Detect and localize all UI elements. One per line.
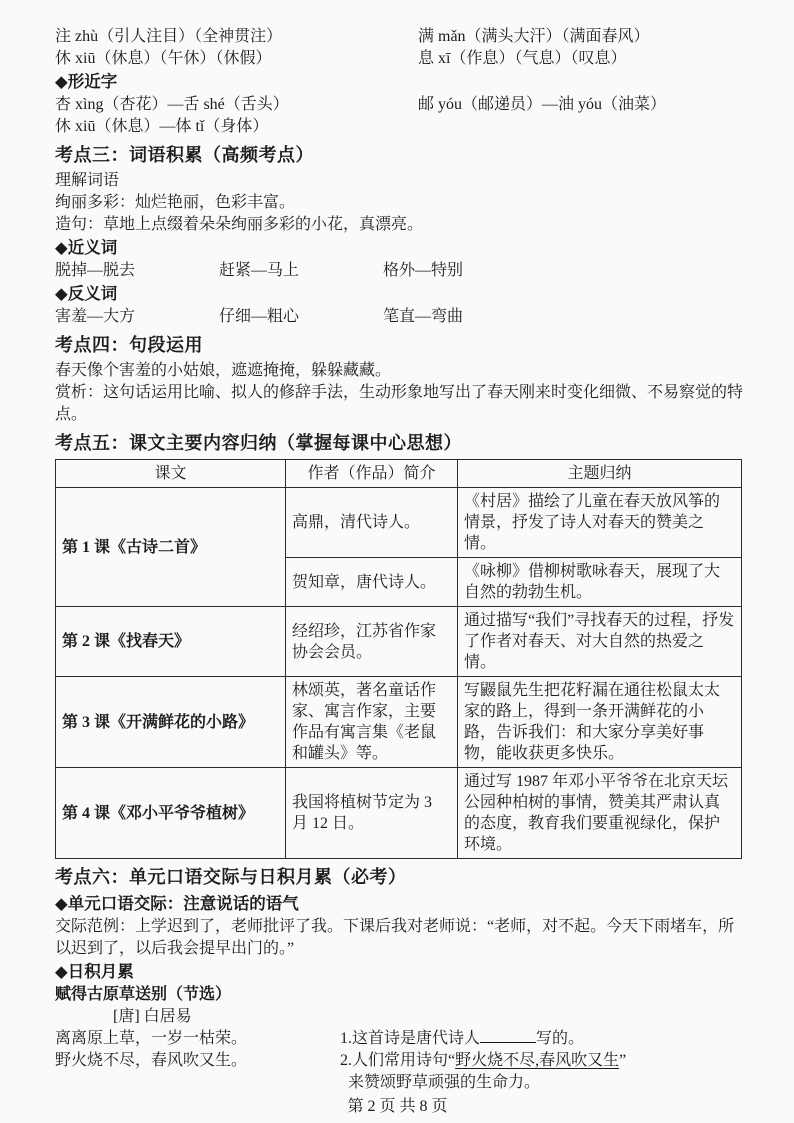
question-2-quoted-verse: 野火烧不尽,春风吹又生 [455,1052,620,1069]
poem-author: [唐] 白居易 [113,1008,192,1025]
table-row [56,607,742,677]
author-cell: 贺知章，唐代诗人。 [286,558,458,607]
xingjinzi-left: 休 xiū（休息）—体 tǐ（身体） [55,118,269,135]
synonyms-heading: ◆近义词 [55,239,118,257]
xingjinzi-heading: ◆形近字 [55,73,118,91]
lesson-cell: 第 2 课《找春天》 [56,607,286,677]
synonym-pair: 赶紧—马上 [219,262,300,279]
antonym-pair: 仔细—粗心 [219,308,300,325]
synonym-pair: 格外—特别 [383,262,464,279]
poem-column [55,1028,340,1094]
question-2-text: 2.人们常用诗句“ [340,1052,456,1069]
pinyin-word-row [55,26,740,48]
table-header-row [56,460,742,488]
antonyms-heading: ◆反义词 [55,285,118,303]
page-number-footer: 第 2 页 共 8 页 [347,1098,448,1115]
xingjinzi-left: 杏 xìng（杏花）—舌 shé（舌头） [55,96,289,113]
table-row [56,677,742,768]
theme-cell: 写鼹鼠先生把花籽漏在通往松鼠太太家的路上，得到一条开满鲜花的小路，告诉我们：和大家分享美好事物，能收获更多快乐。 [458,677,742,768]
understand-words-label: 理解词语 [55,172,120,189]
theme-cell: 通过写 1987 年邓小平爷爷在北京天坛公园种柏树的事情，赞美其严肃认真的态度，教育我们要重视绿化，保护环境。 [458,768,742,859]
author-cell: 经绍珍，江苏省作家协会会员。 [286,607,458,677]
column-header-lesson: 课文 [56,460,286,488]
pinyin-word-row [55,48,740,70]
questions-column [340,1028,740,1094]
kaodian4-heading: 考点四：句段运用 [55,335,203,355]
answer-blank [480,1028,536,1043]
synonym-pair: 脱掉—脱去 [55,262,136,279]
question-2 [340,1050,740,1072]
theme-cell: 《村居》描绘了儿童在春天放风筝的情景，抒发了诗人对春天的赞美之情。 [458,488,742,558]
kaodian3-heading: 考点三：词语积累（高频考点） [55,145,314,165]
oral-communication-example: 交际范例：上学迟到了，老师批评了我。下课后我对老师说：“老师，对不起。今天下雨堵车，所以迟到了，以后我会提早出门的。” [55,918,735,957]
antonym-pair: 害羞—大方 [55,308,136,325]
antonym-pair: 笔直—弯曲 [383,308,464,325]
xingjinzi-right: 邮 yóu（邮递员）—油 yóu（油菜） [418,96,667,113]
pinyin-word-right: 满 mǎn（满头大汗）（满面春风） [418,28,650,45]
example-sentence: 春天像个害羞的小姑娘，遮遮掩掩，躲躲藏藏。 [55,362,392,379]
question-2-continuation: 来赞颂野草顽强的生命力。 [348,1074,541,1091]
question-2-suffix: ” [619,1052,627,1069]
analysis-text: 赏析：这句话运用比喻、拟人的修辞手法，生动形象地写出了春天刚来时变化细微、不易察觉的特点。 [55,384,744,423]
synonyms-row [55,260,740,282]
poem-and-questions [55,1028,740,1094]
pinyin-word-left: 休 xiū（休息）（午休）（休假） [55,50,272,67]
table-row [56,488,742,558]
sentence-example-line: 造句：草地上点缀着朵朵绚丽多彩的小花，真漂亮。 [55,216,424,233]
lesson-cell: 第 1 课《古诗二首》 [56,488,286,607]
column-header-author: 作者（作品）简介 [286,460,458,488]
lesson-cell: 第 3 课《开满鲜花的小路》 [56,677,286,768]
xingjinzi-row [55,94,740,116]
lesson-summary-table [55,459,742,859]
accumulation-heading: ◆日积月累 [55,963,134,981]
poem-line: 野火烧不尽，春风吹又生。 [55,1052,248,1069]
kaodian5-heading: 考点五：课文主要内容归纳（掌握每课中心思想） [55,433,462,453]
lesson-cell: 第 4 课《邓小平爷爷植树》 [56,768,286,859]
author-cell: 我国将植树节定为 3 月 12 日。 [286,768,458,859]
word-meaning-line: 绚丽多彩：灿烂艳丽，色彩丰富。 [55,194,296,211]
oral-communication-heading: ◆单元口语交际：注意说话的语气 [55,895,299,913]
pinyin-word-left: 注 zhù（引人注目）（全神贯注） [55,28,283,45]
poem-title: 赋得古原草送别（节选） [55,986,232,1003]
author-cell: 高鼎，清代诗人。 [286,488,458,558]
poem-line: 离离原上草，一岁一枯荣。 [55,1030,248,1047]
column-header-theme: 主题归纳 [458,460,742,488]
kaodian6-heading: 考点六：单元口语交际与日积月累（必考） [55,867,407,887]
theme-cell: 通过描写“我们”寻找春天的过程，抒发了作者对春天、对大自然的热爱之情。 [458,607,742,677]
table-row [56,768,742,859]
question-1-suffix: 写的。 [536,1030,585,1047]
xingjinzi-row [55,116,740,138]
author-cell: 林颂英，著名童话作家、寓言作家，主要作品有寓言集《老鼠和罐头》等。 [286,677,458,768]
antonyms-row [55,306,740,328]
question-1 [340,1028,740,1050]
theme-cell: 《咏柳》借柳树歌咏春天，展现了大自然的勃勃生机。 [458,558,742,607]
pinyin-word-right: 息 xī（作息）（气息）（叹息） [418,50,627,67]
xingjinzi-right [418,116,740,138]
question-1-text: 1.这首诗是唐代诗人 [340,1030,481,1047]
